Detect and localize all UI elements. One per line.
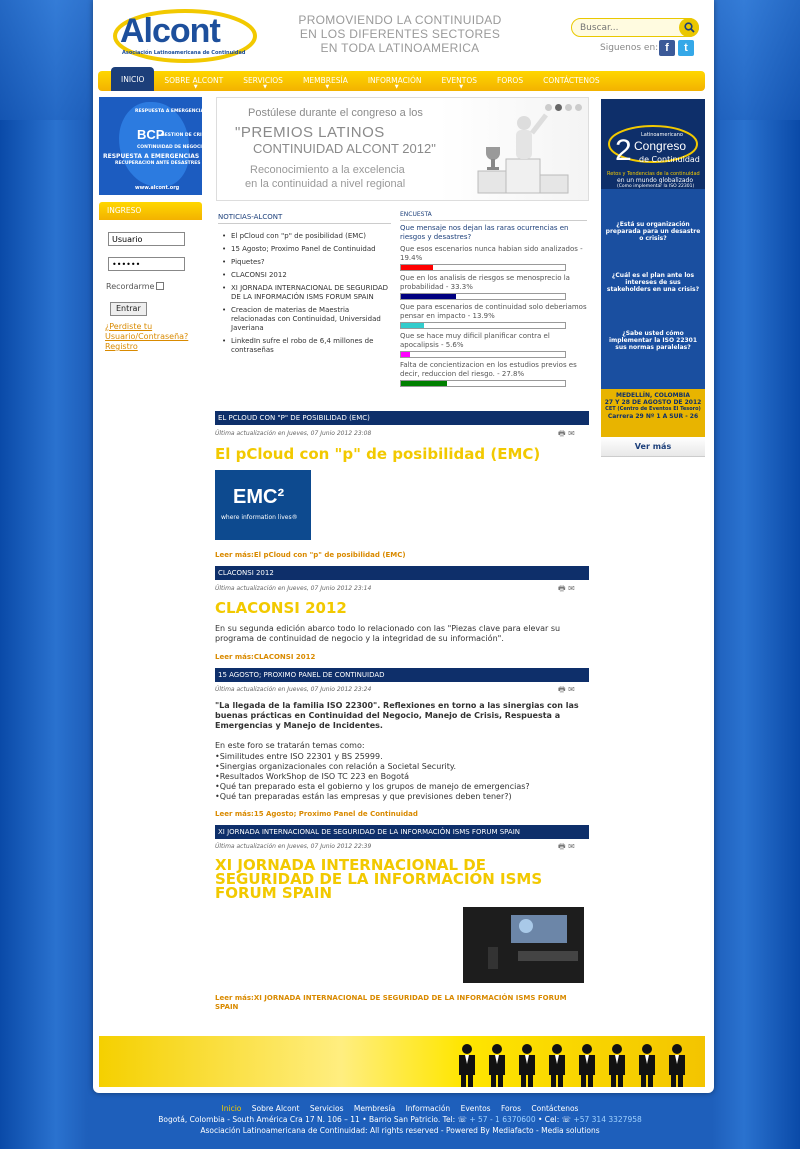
follow-label: Siguenos en: bbox=[600, 43, 659, 53]
news-item[interactable]: • LinkedIn sufre el robo de 6,4 millones de contraseñas bbox=[218, 337, 391, 355]
venue-line: MEDELLÍN, COLOMBIA bbox=[615, 392, 691, 399]
article-bullet: •Qué tan preparado esta el gobierno y los grupos de manejo de emergencias? bbox=[215, 782, 530, 791]
congreso-sub: (Como implementar la ISO 22301) bbox=[617, 184, 695, 189]
main-nav bbox=[98, 71, 705, 91]
article-tools bbox=[558, 841, 575, 855]
title-line: FORUM SPAIN bbox=[215, 884, 333, 902]
news-item[interactable]: • Creacion de materias de Maestria relacionadas con Continuidad, Universidad Javeriana bbox=[218, 306, 391, 333]
article-title[interactable] bbox=[215, 858, 542, 900]
news-item[interactable]: • CLACONSI 2012 bbox=[218, 271, 391, 280]
email-icon[interactable]: ✉ bbox=[568, 429, 575, 438]
poll-option-label: Que se hace muy dificil planificar contra el apocalipsis - 5.6% bbox=[400, 332, 550, 349]
article-bullet: •Similitudes entre ISO 22301 y BS 25999. bbox=[215, 752, 383, 761]
poll-result-bar bbox=[400, 322, 566, 329]
carousel-dot[interactable] bbox=[545, 104, 552, 111]
panel-table bbox=[518, 951, 578, 961]
read-more-line: Leer más:XI JORNADA INTERNACIONAL DE SEGURIDAD DE LA INFORMACIÓN ISMS FORUM bbox=[215, 994, 567, 1002]
nav-label: INFORMACIÓN bbox=[367, 76, 422, 85]
bcp-banner[interactable] bbox=[99, 97, 213, 195]
footer-link-foros[interactable]: Foros bbox=[500, 1104, 522, 1113]
cel-label: • Cel: bbox=[538, 1115, 560, 1124]
remember-checkbox[interactable] bbox=[156, 282, 164, 290]
article-header-bar[interactable]: CLACONSI 2012 bbox=[215, 566, 589, 580]
phone-icon: ☏ bbox=[457, 1115, 467, 1124]
article-title[interactable]: CLACONSI 2012 bbox=[215, 599, 347, 617]
globe-icon bbox=[519, 919, 533, 933]
poll-option-label: Que para escenarios de continuidad solo deberiamos pensar en impacto - 13.9% bbox=[400, 303, 587, 320]
venue-line: 27 Y 28 DE AGOSTO DE 2012 bbox=[604, 399, 702, 406]
login-form bbox=[99, 220, 202, 360]
footer-link-inicio[interactable]: Inicio bbox=[221, 1104, 242, 1113]
nav-membresia[interactable] bbox=[293, 71, 358, 91]
poll-option-label: Que esos escenarios nunca habian sido analizados - 19.4% bbox=[400, 245, 583, 262]
nav-label: EVENTOS bbox=[441, 76, 477, 85]
news-title: NOTICIAS-ALCONT bbox=[218, 213, 391, 224]
footer-link-servicios[interactable]: Servicios bbox=[309, 1104, 344, 1113]
poll-result-bar bbox=[400, 293, 566, 300]
person-silhouette bbox=[489, 1044, 505, 1087]
username-field[interactable] bbox=[108, 232, 185, 246]
article-title[interactable]: El pCloud con "p" de posibilidad (EMC) bbox=[215, 445, 541, 463]
chevron-down-icon: ▼ bbox=[193, 84, 198, 90]
congreso-question: ¿Sabe usted cómo implementar la ISO 22301 sus normas paralelas? bbox=[608, 330, 698, 351]
premios-banner[interactable] bbox=[216, 97, 589, 201]
title-line: SEGURIDAD DE LA INFORMACIÓN ISMS bbox=[215, 870, 543, 888]
venue-line: Carrera 29 Nº 1 A SUR - 26 bbox=[607, 413, 699, 420]
podium-trophy-icon bbox=[474, 109, 574, 194]
poll-bar-fill bbox=[401, 381, 447, 386]
footer-link-membresia[interactable]: Membresía bbox=[353, 1104, 396, 1113]
nav-informacion[interactable] bbox=[358, 71, 432, 91]
congreso-number: 2 bbox=[615, 134, 632, 167]
page-container bbox=[93, 0, 714, 1093]
congreso-sub: en un mundo globalizado bbox=[617, 177, 694, 184]
footer-nav bbox=[0, 1103, 800, 1114]
nav-inicio[interactable] bbox=[111, 67, 154, 91]
nav-label: MEMBRESÍA bbox=[302, 76, 348, 85]
email-icon[interactable]: ✉ bbox=[568, 842, 575, 851]
ver-mas-button[interactable]: Ver más bbox=[601, 437, 705, 457]
address-text: Bogotá, Colombia - South América Cra 17 N. 106 – 11 • Barrio San Patricio. Tel: bbox=[158, 1115, 456, 1124]
nav-sobre-alcont[interactable] bbox=[154, 71, 233, 91]
login-title: INGRESO bbox=[99, 202, 202, 220]
nav-label: CONTÁCTENOS bbox=[543, 76, 600, 85]
article-tools bbox=[558, 428, 575, 442]
article-bullet: •Resultados WorkShop de ISO TC 223 en Bogotá bbox=[215, 772, 410, 781]
banner-line: Postúlese durante el congreso a los bbox=[248, 107, 423, 119]
carousel-dot[interactable] bbox=[575, 104, 582, 111]
password-field[interactable] bbox=[108, 257, 185, 271]
banner-bcp: BCP bbox=[137, 127, 165, 142]
poll-result-bar bbox=[400, 380, 566, 387]
article-body: En este foro se tratarán temas como: bbox=[215, 741, 365, 750]
poll-bar-fill bbox=[401, 265, 433, 270]
poll-result-bar bbox=[400, 264, 566, 271]
poll-bar-fill bbox=[401, 323, 424, 328]
site-footer bbox=[0, 1103, 800, 1136]
article-header-bar[interactable]: EL PCLOUD CON "P" DE POSIBILIDAD (EMC) bbox=[215, 411, 589, 425]
print-icon[interactable]: 🖶 bbox=[558, 584, 566, 593]
nav-label: INICIO bbox=[121, 75, 145, 84]
banner-line: "PREMIOS LATINOS bbox=[235, 124, 385, 141]
article-date: Última actualización en Jueves, 07 Junio 2012 23:24 bbox=[215, 686, 372, 693]
article-bullet: •Qué tan preparadas están las empresas y que previsiones deben tener?) bbox=[215, 792, 512, 801]
banner-line: CONTINUIDAD ALCONT 2012" bbox=[253, 141, 436, 156]
carousel-dots bbox=[545, 104, 582, 111]
poll-bar-fill bbox=[401, 294, 456, 299]
forgot-password-link[interactable]: ¿Perdiste tu Usuario/Contraseña? bbox=[105, 322, 189, 341]
person-silhouette bbox=[519, 1044, 535, 1087]
person-silhouette bbox=[579, 1044, 595, 1087]
banner-text: RECUPERACION ANTE DESASTRES DRP bbox=[115, 161, 213, 166]
nav-servicios[interactable] bbox=[233, 71, 293, 91]
article-date: Última actualización en Jueves, 07 Junio 2012 23:08 bbox=[215, 430, 372, 437]
footer-link-contactenos[interactable]: Contáctenos bbox=[531, 1104, 579, 1113]
chevron-down-icon: ▼ bbox=[394, 84, 399, 90]
poll-module bbox=[400, 211, 587, 387]
conference-photo bbox=[463, 907, 584, 983]
poll-option-label: Falta de concientizacion en los estudios previos es decir, reduccion del riesgo. - 27.8% bbox=[400, 361, 577, 378]
person-silhouette bbox=[549, 1044, 565, 1087]
poll-result-bar bbox=[400, 351, 566, 358]
banner-line: Reconocimiento a la excelencia bbox=[250, 164, 405, 176]
nav-foros[interactable] bbox=[487, 71, 533, 91]
news-module bbox=[218, 213, 391, 359]
nav-eventos[interactable] bbox=[432, 71, 487, 91]
article-header-bar[interactable]: 15 AGOSTO; PROXIMO PANEL DE CONTINUIDAD bbox=[215, 668, 589, 682]
remember-label: Recordarme bbox=[106, 282, 155, 291]
nav-label: FOROS bbox=[497, 76, 524, 85]
congreso-question: ¿Cuál es el plan ante los intereses de sus stakeholders en una crisis? bbox=[606, 272, 700, 293]
email-icon[interactable]: ✉ bbox=[568, 685, 575, 694]
read-more-link[interactable]: Leer más:El pCloud con "p" de posibilidad (EMC) bbox=[215, 551, 406, 559]
twitter-icon[interactable]: t bbox=[678, 40, 694, 56]
footer-link-sobre[interactable]: Sobre Alcont bbox=[251, 1104, 300, 1113]
title-line: XI JORNADA INTERNACIONAL DE bbox=[215, 856, 487, 874]
congreso-title: Congreso bbox=[634, 139, 687, 153]
read-more-link[interactable]: Leer más:CLACONSI 2012 bbox=[215, 653, 316, 661]
remember-row bbox=[106, 282, 164, 291]
cell-number[interactable]: +57 314 3327958 bbox=[573, 1115, 642, 1124]
slogan-line: EN TODA LATINOAMERICA bbox=[320, 41, 480, 55]
news-item[interactable]: • El pCloud con "p" de posibilidad (EMC) bbox=[218, 232, 391, 241]
person-silhouette bbox=[609, 1044, 625, 1087]
banner-text: GESTION DE CRISIS bbox=[161, 133, 210, 138]
print-icon[interactable]: 🖶 bbox=[558, 685, 566, 694]
poll-option-label: Que en los analisis de riesgos se menosprecio la probabilidad - 33.3% bbox=[400, 274, 570, 291]
slogan-line: PROMOVIENDO LA CONTINUIDAD bbox=[298, 13, 502, 27]
congreso-banner[interactable] bbox=[601, 99, 705, 437]
footer-banner bbox=[99, 1036, 705, 1087]
news-item[interactable]: • Piquetes? bbox=[218, 258, 391, 267]
search-box bbox=[571, 18, 699, 37]
poll-title: ENCUESTA bbox=[400, 211, 587, 221]
congreso-sub: de Continuidad bbox=[639, 155, 700, 164]
article-tools bbox=[558, 684, 575, 698]
chevron-down-icon: ▼ bbox=[263, 84, 267, 90]
footer-link-informacion[interactable]: Información bbox=[405, 1104, 451, 1113]
email-icon[interactable]: ✉ bbox=[568, 584, 575, 593]
login-button[interactable]: Entrar bbox=[110, 302, 147, 316]
chevron-down-icon: ▼ bbox=[459, 84, 464, 90]
read-more-line: SPAIN bbox=[215, 1003, 239, 1011]
business-people-icon bbox=[99, 1036, 705, 1087]
search-button[interactable] bbox=[679, 18, 699, 37]
congreso-sub: Retos y Tendencias de la continuidad bbox=[607, 171, 700, 177]
poll-question: Que mensaje nos dejan las raras ocurrencias en riesgos y desastres? bbox=[400, 224, 569, 241]
slogan-line: EN LOS DIFERENTES SECTORES bbox=[299, 27, 501, 41]
banner-text: CONTINUIDAD DE NEGOCIO bbox=[137, 145, 206, 150]
logo-text: Alcont bbox=[120, 12, 220, 50]
person-silhouette bbox=[669, 1044, 685, 1087]
banner-text: RESPUESTA A EMERGENCIAS bbox=[103, 153, 200, 160]
footer-link-eventos[interactable]: Eventos bbox=[460, 1104, 491, 1113]
emc-tagline: where information lives® bbox=[221, 514, 298, 521]
read-more-link[interactable]: Leer más:15 Agosto; Proximo Panel de Continuidad bbox=[215, 810, 418, 818]
register-link[interactable]: Registro bbox=[105, 342, 138, 351]
print-icon[interactable]: 🖶 bbox=[558, 842, 566, 851]
carousel-dot-active[interactable] bbox=[555, 104, 562, 111]
article-lead: "La llegada de la familia ISO 22300". Reflexiones en torno a las sinergias con las buenas prácticas en Continuidad del Negocio, Manejo de Crisis, Respuesta a Emergencias y Manejo de Incidentes. bbox=[215, 701, 579, 730]
banner-text: RESPUESTA A EMERGENCIAS bbox=[135, 109, 208, 114]
search-input[interactable] bbox=[572, 19, 672, 36]
phone-icon: ☏ bbox=[561, 1115, 572, 1124]
news-item[interactable]: • XI JORNADA INTERNACIONAL DE SEGURIDAD DE LA INFORMACIÓN ISMS FORUM SPAIN bbox=[218, 284, 391, 302]
person-silhouette bbox=[639, 1044, 655, 1087]
carousel-dot[interactable] bbox=[565, 104, 572, 111]
nav-label: SERVICIOS bbox=[243, 76, 283, 85]
person-silhouette bbox=[459, 1044, 475, 1087]
phone-number[interactable]: + 57 - 1 6370600 bbox=[469, 1115, 536, 1124]
banner-url: www.alcont.org bbox=[135, 185, 180, 191]
podium-shape bbox=[488, 947, 498, 969]
emc-logo-text: EMC² bbox=[233, 486, 285, 508]
facebook-icon[interactable]: f bbox=[659, 40, 675, 56]
footer-address bbox=[0, 1114, 800, 1125]
alcont-logo[interactable] bbox=[110, 6, 260, 64]
read-more-link[interactable] bbox=[215, 994, 567, 1012]
emc-logo-image bbox=[215, 470, 311, 540]
congreso-question: ¿Está su organización preparada para un desastre o crisis? bbox=[605, 221, 701, 242]
congreso-sub: Latinoamericano bbox=[641, 132, 683, 138]
banner-line: en la continuidad a nivel regional bbox=[245, 178, 406, 190]
congreso-venue bbox=[601, 389, 705, 437]
congreso-header bbox=[601, 99, 705, 189]
news-item[interactable]: • 15 Agosto; Proximo Panel de Continuidad bbox=[218, 245, 391, 254]
article-tools bbox=[558, 583, 575, 597]
poll-bar-fill bbox=[401, 352, 410, 357]
article-bullet: •Sinergias organizacionales con relación a Societal Security. bbox=[215, 762, 457, 771]
article-date: Última actualización en Jueves, 07 Junio 2012 23:14 bbox=[215, 585, 372, 592]
nav-label: SOBRE ALCONT bbox=[164, 76, 224, 85]
print-icon[interactable]: 🖶 bbox=[558, 429, 566, 438]
search-icon bbox=[684, 22, 695, 33]
article-header-bar[interactable]: XI JORNADA INTERNACIONAL DE SEGURIDAD DE LA INFORMACIÓN ISMS FORUM SPAIN bbox=[215, 825, 589, 839]
chevron-down-icon: ▼ bbox=[325, 84, 330, 90]
header-slogan bbox=[291, 13, 509, 55]
news-list bbox=[218, 232, 391, 355]
nav-contactenos[interactable] bbox=[533, 71, 610, 91]
logo-subtitle: Asociación Latinoamericana de Continuidad bbox=[122, 50, 246, 56]
footer-rights: Asociación Latinoamericana de Continuidad: All rights reserved - Powered By Mediafacto - Media solutions bbox=[200, 1126, 600, 1135]
article-date: Última actualización en Jueves, 07 Junio 2012 22:39 bbox=[215, 843, 372, 850]
venue-line: CET (Centro de Eventos El Tesoro) bbox=[605, 406, 701, 412]
article-body: En su segunda edición abarco todo lo relacionado con las "Piezas clave para elevar su programa de continuidad de negocio y la integridad de su información". bbox=[215, 624, 561, 643]
